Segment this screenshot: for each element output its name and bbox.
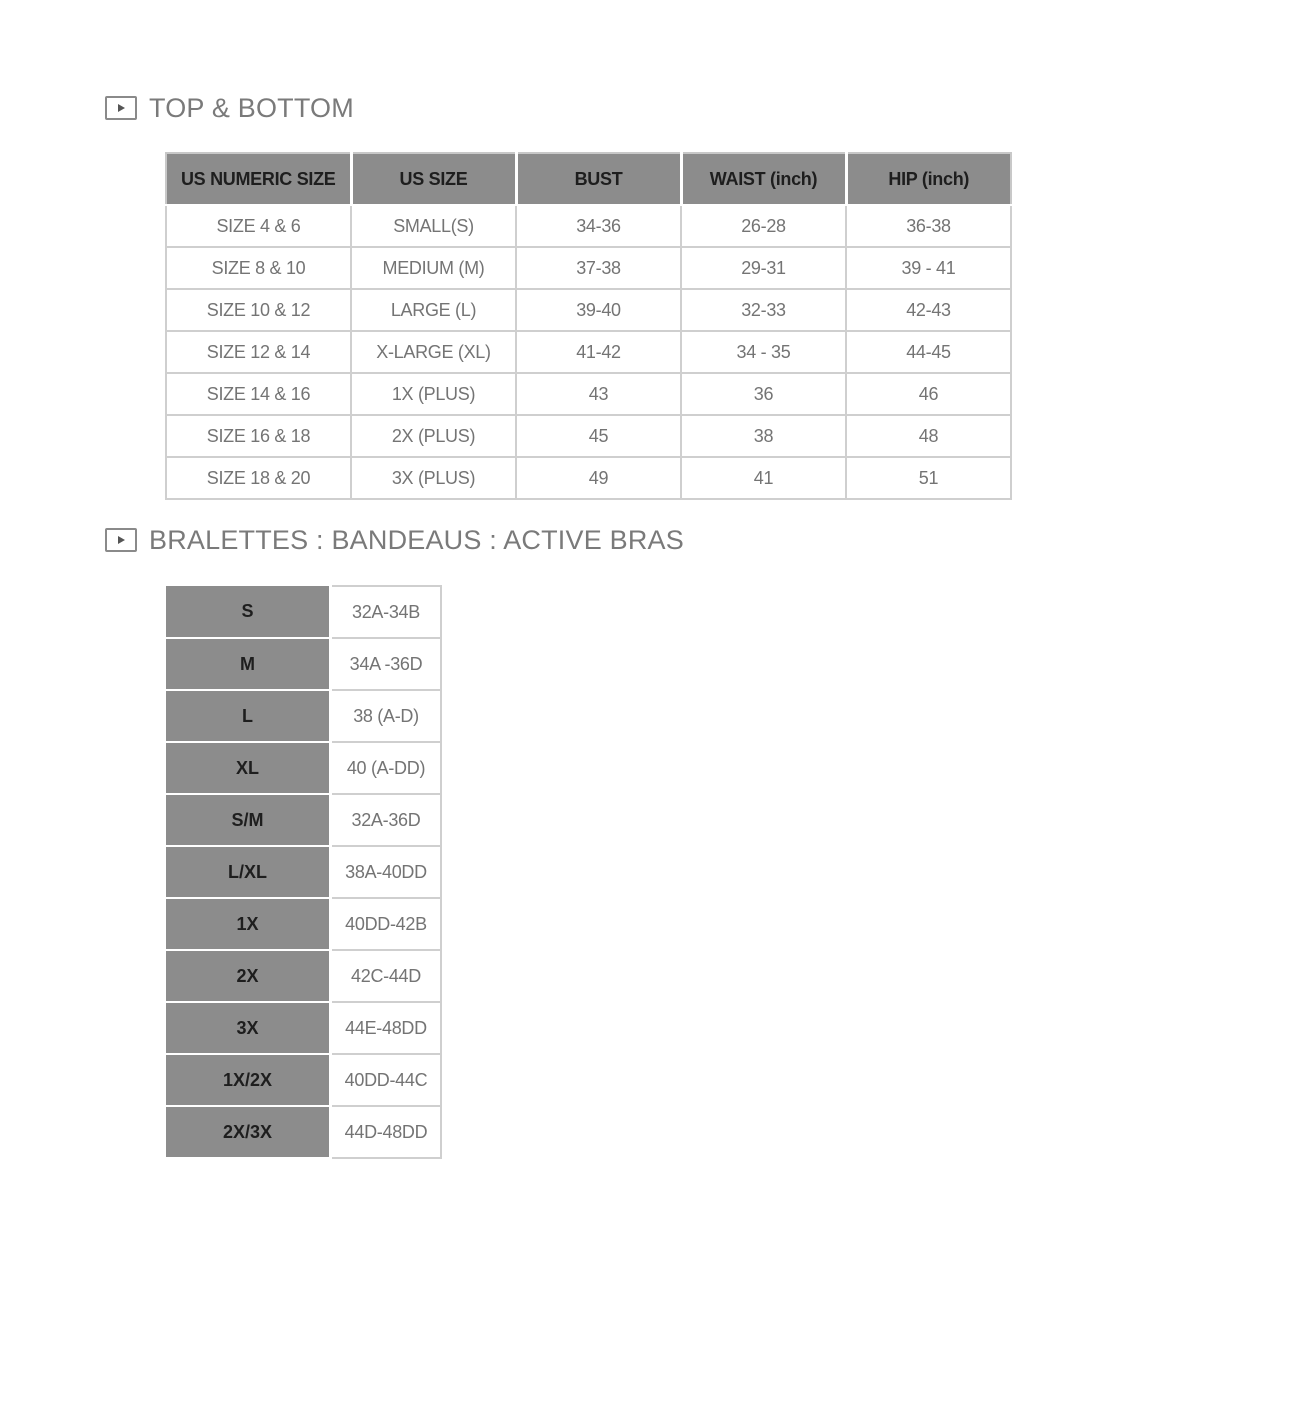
table-cell: 39-40	[516, 289, 681, 331]
table-cell: MEDIUM (M)	[351, 247, 516, 289]
section-heading-bralettes	[105, 523, 684, 557]
section-heading-top-bottom	[105, 91, 354, 125]
size-range: 38A-40DD	[331, 846, 442, 898]
table-row	[166, 247, 1011, 289]
table-row	[166, 690, 441, 742]
table-cell: 32-33	[681, 289, 846, 331]
size-range: 40DD-44C	[331, 1054, 442, 1106]
size-label: L/XL	[166, 846, 331, 898]
table-cell: 44-45	[846, 331, 1011, 373]
size-range: 40DD-42B	[331, 898, 442, 950]
size-range: 44D-48DD	[331, 1106, 442, 1158]
table-cell: LARGE (L)	[351, 289, 516, 331]
table-row	[166, 289, 1011, 331]
table-row	[166, 205, 1011, 247]
table-row	[166, 1054, 441, 1106]
size-range: 32A-34B	[331, 586, 442, 638]
size-label: 1X	[166, 898, 331, 950]
size-label: 2X	[166, 950, 331, 1002]
table-cell: 46	[846, 373, 1011, 415]
table-cell: 29-31	[681, 247, 846, 289]
table-row	[166, 950, 441, 1002]
bralette-size-table	[166, 585, 442, 1159]
table-cell: 48	[846, 415, 1011, 457]
play-icon[interactable]	[105, 96, 137, 120]
size-range: 38 (A-D)	[331, 690, 442, 742]
table-cell: SIZE 16 & 18	[166, 415, 351, 457]
size-label: 2X/3X	[166, 1106, 331, 1158]
table-row	[166, 1002, 441, 1054]
table-cell: 34 - 35	[681, 331, 846, 373]
table-cell: SIZE 18 & 20	[166, 457, 351, 499]
table-cell: SIZE 10 & 12	[166, 289, 351, 331]
table-cell: SMALL(S)	[351, 205, 516, 247]
table-cell: 41-42	[516, 331, 681, 373]
table-row	[166, 638, 441, 690]
table-cell: 39 - 41	[846, 247, 1011, 289]
size-label: 3X	[166, 1002, 331, 1054]
table-cell: 41	[681, 457, 846, 499]
header-waist: WAIST (inch)	[681, 153, 846, 205]
header-hip: HIP (inch)	[846, 153, 1011, 205]
size-range: 34A -36D	[331, 638, 442, 690]
table-row	[166, 415, 1011, 457]
header-us-numeric-size: US NUMERIC SIZE	[166, 153, 351, 205]
table-cell: 49	[516, 457, 681, 499]
size-label: XL	[166, 742, 331, 794]
table-cell: 51	[846, 457, 1011, 499]
size-range: 44E-48DD	[331, 1002, 442, 1054]
table-cell: SIZE 4 & 6	[166, 205, 351, 247]
header-bust: BUST	[516, 153, 681, 205]
table-cell: 26-28	[681, 205, 846, 247]
table-cell: SIZE 12 & 14	[166, 331, 351, 373]
play-icon[interactable]	[105, 528, 137, 552]
table-cell: X-LARGE (XL)	[351, 331, 516, 373]
table-cell: 1X (PLUS)	[351, 373, 516, 415]
table-cell: 42-43	[846, 289, 1011, 331]
table-row	[166, 331, 1011, 373]
table-row	[166, 1106, 441, 1158]
table-cell: 38	[681, 415, 846, 457]
size-label: M	[166, 638, 331, 690]
table-row	[166, 846, 441, 898]
table-header-row	[166, 153, 1011, 205]
table-cell: 36	[681, 373, 846, 415]
header-us-size: US SIZE	[351, 153, 516, 205]
table-cell: 34-36	[516, 205, 681, 247]
table-cell: 3X (PLUS)	[351, 457, 516, 499]
size-label: S/M	[166, 794, 331, 846]
table-row	[166, 898, 441, 950]
table-cell: 36-38	[846, 205, 1011, 247]
table-cell: SIZE 14 & 16	[166, 373, 351, 415]
size-label: 1X/2X	[166, 1054, 331, 1106]
table-cell: 45	[516, 415, 681, 457]
section-title: TOP & BOTTOM	[149, 92, 354, 123]
table-row	[166, 373, 1011, 415]
size-range: 42C-44D	[331, 950, 442, 1002]
table-row	[166, 794, 441, 846]
top-bottom-size-table	[165, 152, 1012, 500]
table-row	[166, 742, 441, 794]
table-row	[166, 457, 1011, 499]
table-cell: 2X (PLUS)	[351, 415, 516, 457]
size-range: 32A-36D	[331, 794, 442, 846]
size-range: 40 (A-DD)	[331, 742, 442, 794]
size-label: L	[166, 690, 331, 742]
section-title: BRALETTES : BANDEAUS : ACTIVE BRAS	[149, 524, 684, 555]
table-cell: 37-38	[516, 247, 681, 289]
table-row	[166, 586, 441, 638]
table-cell: SIZE 8 & 10	[166, 247, 351, 289]
size-label: S	[166, 586, 331, 638]
table-cell: 43	[516, 373, 681, 415]
